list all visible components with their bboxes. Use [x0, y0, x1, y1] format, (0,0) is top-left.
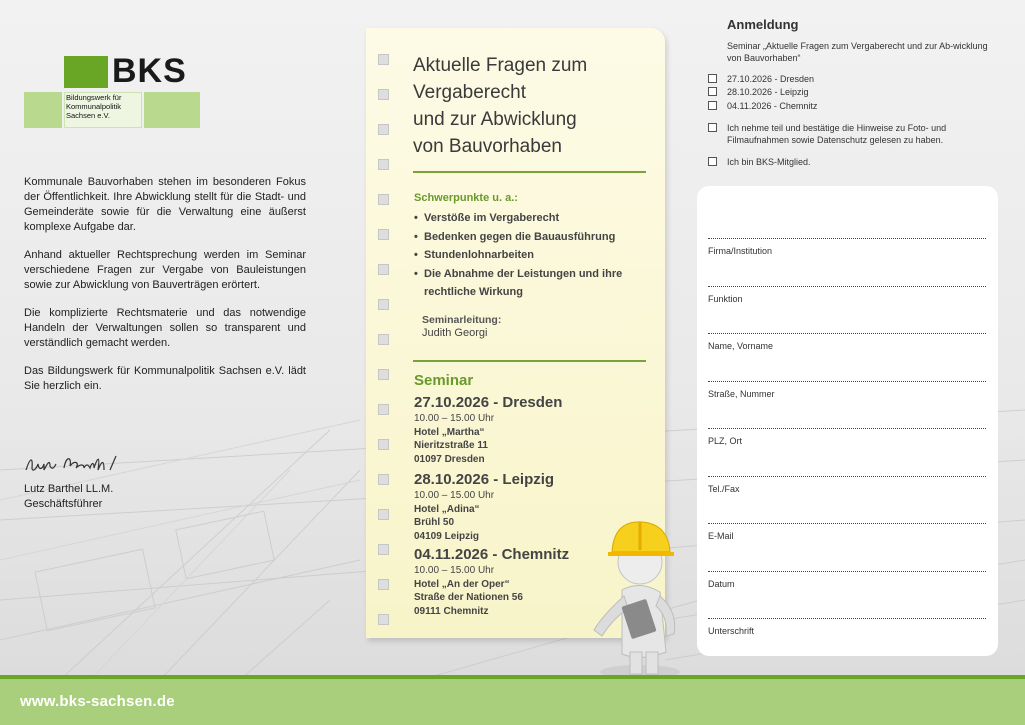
field-signature[interactable]: Unterschrift: [708, 618, 986, 636]
footer: [0, 679, 1025, 725]
logo-subtitle: Bildungswerk für Kommunalpolitik Sachsen e.V.: [66, 93, 122, 120]
event-date: 04.11.2026 - Chemnitz: [414, 546, 570, 563]
event-city: 01097 Dresden: [414, 453, 485, 465]
checkbox[interactable]: [708, 74, 717, 83]
checkbox[interactable]: [708, 87, 717, 96]
registration-form: [697, 186, 998, 656]
website-link[interactable]: www.bks-sachsen.de: [20, 693, 175, 710]
focus-heading: Schwerpunkte u. a.:: [414, 192, 518, 204]
note-binding-holes: [378, 54, 389, 649]
event-date: 27.10.2026 - Dresden: [414, 394, 563, 411]
intro-paragraph: Die komplizierte Rechtsmaterie und das notwendige Handeln der Verwaltungen sollen so transparent und verständlich gemacht werden.: [24, 307, 306, 349]
option-label: 28.10.2026 - Leipzig: [727, 87, 809, 97]
focus-list: [414, 209, 649, 302]
seminar-title: Aktuelle Fragen zum Vergaberecht und zur Abwicklung von Bauvorhaben: [413, 55, 588, 157]
field-function[interactable]: Funktion: [708, 286, 986, 304]
option-dresden[interactable]: [708, 73, 814, 85]
field-date[interactable]: Datum: [708, 571, 986, 589]
event-venue: Hotel „Adina“: [414, 503, 480, 515]
event-venue: Hotel „Martha“: [414, 426, 485, 438]
divider: [413, 360, 646, 362]
signer-role: Geschäftsführer: [24, 498, 103, 510]
option-label: Ich bin BKS-Mitglied.: [727, 157, 811, 167]
lead-name: Judith Georgi: [422, 327, 488, 339]
registration-title: Anmeldung: [727, 17, 799, 32]
event-city: 09111 Chemnitz: [414, 605, 489, 617]
list-item: • Stundenlohnarbeiten: [414, 246, 649, 265]
event-street: Brühl 50: [414, 517, 455, 528]
intro-paragraph: Das Bildungswerk für Kommunalpolitik Sachsen e.V. lädt Sie herzlich ein.: [24, 365, 306, 392]
option-label: Ich nehme teil und bestätige die Hinweise zu Foto- und Filmaufnahmen sowie Datenschutz gelesen zu haben.: [727, 123, 947, 145]
option-label: 27.10.2026 - Dresden: [727, 74, 815, 84]
event-time: 10.00 – 15.00 Uhr: [414, 413, 495, 424]
option-label: 04.11.2026 - Chemnitz: [727, 101, 818, 111]
option-leipzig[interactable]: [708, 86, 809, 98]
field-company[interactable]: Firma/Institution: [708, 238, 986, 256]
event-street: Nieritzstraße 11: [414, 440, 488, 451]
event-date: 28.10.2026 - Leipzig: [414, 471, 555, 488]
intro-text: [24, 175, 306, 407]
event-time: 10.00 – 15.00 Uhr: [414, 490, 495, 501]
divider: [413, 171, 646, 173]
event-time: 10.00 – 15.00 Uhr: [414, 565, 495, 576]
field-phone-fax[interactable]: Tel./Fax: [708, 476, 986, 494]
list-item: • Die Abnahme der Leistungen und ihre rechtliche Wirkung: [414, 265, 649, 302]
option-chemnitz[interactable]: [708, 100, 817, 112]
signer: [24, 482, 113, 512]
option-consent[interactable]: [708, 122, 988, 146]
registration-seminar: Seminar „Aktuelle Fragen zum Vergaberecht und zur Ab-wicklung von Bauvorhaben“: [727, 41, 988, 63]
event-city: 04109 Leipzig: [414, 530, 480, 542]
lead-label: Seminarleitung:: [422, 314, 502, 326]
checkbox[interactable]: [708, 101, 717, 110]
event-dresden: [414, 394, 654, 466]
field-street[interactable]: Straße, Nummer: [708, 381, 986, 399]
event-street: Straße der Nationen 56: [414, 592, 523, 603]
option-member[interactable]: [708, 156, 811, 168]
list-item: • Verstöße im Vergaberecht: [414, 209, 649, 228]
intro-paragraph: Kommunale Bauvorhaben stehen im besonderen Fokus der Öffentlichkeit. Ihre Abwicklung stellt für die Stadt- und Gemeinderäte sowie für die Verwaltung eine äußerst komplexe Aufgabe dar.: [24, 176, 306, 233]
signature: [24, 452, 144, 478]
event-venue: Hotel „An der Oper“: [414, 578, 510, 590]
intro-paragraph: Anhand aktueller Rechtsprechung werden im Seminar verschiedene Fragen zur Vergabe von Bauleistungen sowie zur Abwicklung von Bauverträgen erörtert.: [24, 249, 306, 291]
list-item: • Bedenken gegen die Bauausführung: [414, 228, 649, 247]
seminar-heading: Seminar: [414, 372, 474, 389]
field-email[interactable]: E-Mail: [708, 523, 986, 541]
bks-logo: [24, 52, 202, 130]
field-name[interactable]: Name, Vorname: [708, 333, 986, 351]
construction-worker-figure: [582, 512, 692, 682]
checkbox[interactable]: [708, 157, 717, 166]
logo-name: BKS: [112, 52, 187, 90]
field-zip-city[interactable]: PLZ, Ort: [708, 428, 986, 446]
signer-name: Lutz Barthel LL.M.: [24, 483, 114, 495]
checkbox[interactable]: [708, 123, 717, 132]
